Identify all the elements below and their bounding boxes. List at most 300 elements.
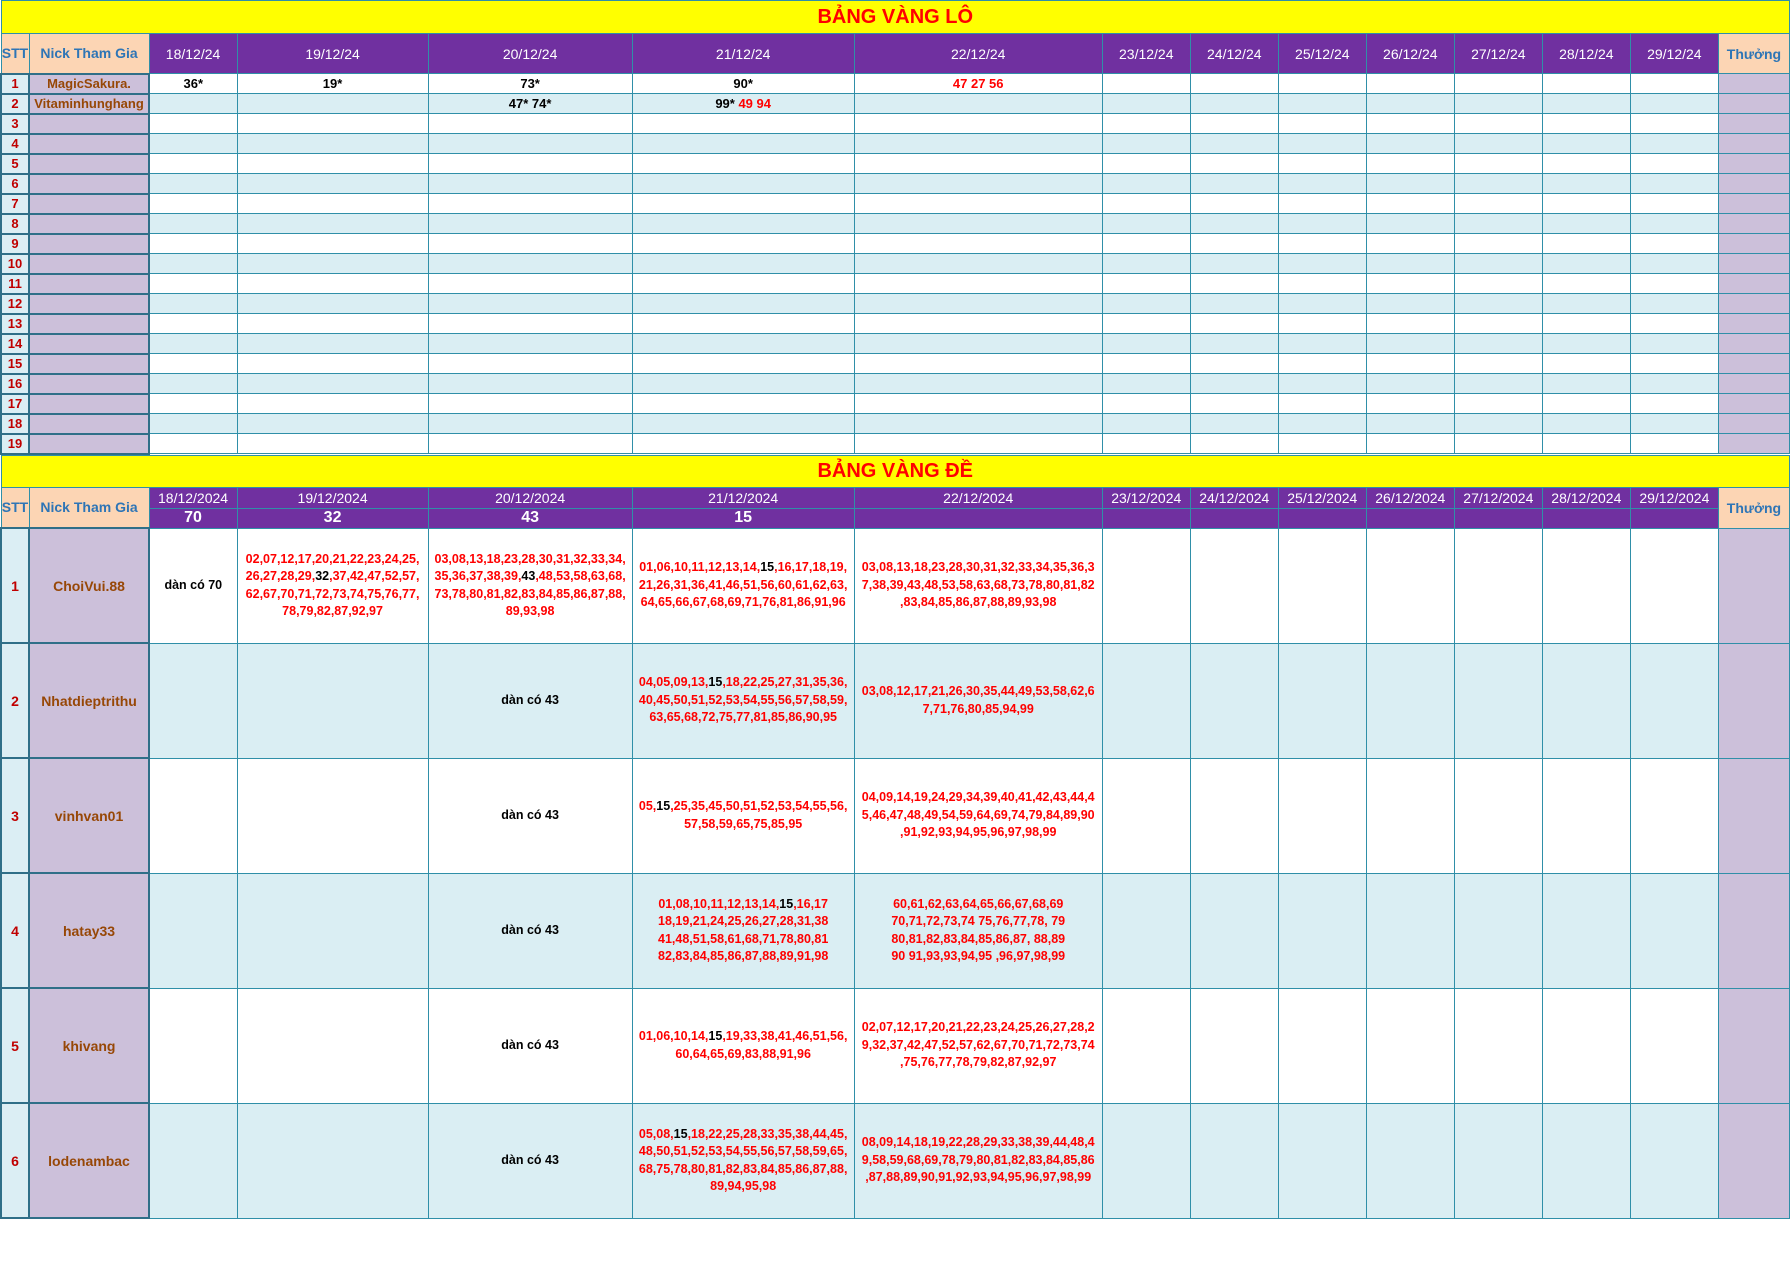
table-row (1, 1103, 1790, 1218)
pick-cell (1190, 314, 1278, 334)
pick-cell (1454, 374, 1542, 394)
pick-cell (1454, 334, 1542, 354)
pick-cell (1366, 194, 1454, 214)
player-nick (29, 294, 149, 314)
pick-cell (1278, 74, 1366, 94)
pick-cell (1102, 274, 1190, 294)
table-row (1, 528, 1790, 643)
pick-cell (1454, 643, 1542, 758)
pick-cell (1278, 374, 1366, 394)
pick-numbers: 9,58,59,68,69,78,79,80,81,82,83,84,85,86 (861, 1152, 1095, 1167)
pick-cell (1366, 94, 1454, 114)
table-row (1, 314, 1790, 334)
pick-cell (1102, 758, 1190, 873)
pick-cell (1366, 274, 1454, 294)
pick-cell (149, 114, 237, 134)
pick-cell (149, 194, 237, 214)
lo-date-header: 28/12/24 (1542, 34, 1630, 74)
de-result-cell (1102, 508, 1190, 528)
de-result-cell (1542, 508, 1630, 528)
pick-cell (854, 74, 1102, 94)
pick-cell (1542, 434, 1630, 454)
pick-cell (1542, 134, 1630, 154)
pick-cell (1102, 314, 1190, 334)
pick-cell (1278, 234, 1366, 254)
pick-cell (1190, 194, 1278, 214)
de-date-header: 19/12/2024 (237, 487, 428, 508)
de-result-cell: 43 (428, 508, 632, 528)
pick-cell (1366, 758, 1454, 873)
reward-cell (1718, 1103, 1789, 1218)
pick-numbers: ,48,53,58,63,68, (535, 569, 626, 583)
pick-numbers: 01,06,10,11,12,13,14, (639, 560, 761, 575)
pick-numbers: 40,45,50,51,52,53,54,55,56,57,58,59, (638, 692, 848, 707)
pick-numbers: ,25,35,45,50,51,52,53,54,55,56, (670, 799, 848, 813)
pick-numbers: 89,94,95,98 (710, 1179, 777, 1193)
pick-cell (1278, 988, 1366, 1103)
hit-number: 73* (520, 76, 540, 91)
de-date-header: 23/12/2024 (1102, 487, 1190, 508)
pick-cell (854, 394, 1102, 414)
pick-cell (1454, 988, 1542, 1103)
pick-cell (1630, 174, 1718, 194)
pick-cell (1278, 94, 1366, 114)
pick-cell (1278, 314, 1366, 334)
pick-cell (1102, 134, 1190, 154)
pick-cell (1102, 194, 1190, 214)
pick-cell (1454, 234, 1542, 254)
pick-cell (1278, 274, 1366, 294)
pick-cell (854, 254, 1102, 274)
pick-numbers: 68,75,78,80,81,82,83,84,85,86,87,88, (638, 1161, 848, 1176)
pick-cell (1102, 174, 1190, 194)
row-number: 17 (1, 394, 29, 414)
pick-cell (149, 94, 237, 114)
pick-numbers: ,87,88,89,90,91,92,93,94,95,96,97,98,99 (865, 1170, 1092, 1185)
table-row (1, 758, 1790, 873)
pick-cell (1366, 414, 1454, 434)
hit-number: 43 (521, 569, 536, 583)
pick-cell (854, 174, 1102, 194)
pick-cell (428, 74, 632, 94)
player-nick (29, 174, 149, 194)
pick-cell (1102, 1103, 1190, 1218)
pick-cell (1366, 374, 1454, 394)
pick-cell (428, 114, 632, 134)
pick-cell (1542, 174, 1630, 194)
pick-cell (854, 528, 1102, 643)
pick-cell (1630, 194, 1718, 214)
table-row (1, 374, 1790, 394)
lo-date-header: 19/12/24 (237, 34, 428, 74)
pick-cell (1630, 528, 1718, 643)
pick-cell (237, 274, 428, 294)
pick-cell (149, 274, 237, 294)
pick-cell (1454, 394, 1542, 414)
hit-number: 15 (708, 1029, 723, 1043)
pick-cell (1542, 528, 1630, 643)
pick-cell (1454, 354, 1542, 374)
pick-cell (1102, 334, 1190, 354)
pick-numbers: 60,64,65,69,83,88,91,96 (675, 1046, 811, 1061)
reward-cell (1718, 354, 1789, 374)
pick-cell (428, 194, 632, 214)
pick-cell (632, 134, 854, 154)
hit-number: 15 (673, 1126, 688, 1141)
lo-date-header: 25/12/24 (1278, 34, 1366, 74)
pick-cell (854, 234, 1102, 254)
pick-cell (1102, 74, 1190, 94)
reward-cell (1718, 194, 1789, 214)
table-row (1, 988, 1790, 1103)
pick-cell (854, 414, 1102, 434)
table-row (1, 394, 1790, 414)
pick-numbers: 35,36,37,38,39, (434, 569, 522, 583)
pick-cell (149, 1103, 237, 1218)
reward-cell (1718, 314, 1789, 334)
pick-cell (1542, 394, 1630, 414)
pick-cell (1366, 114, 1454, 134)
pick-cell (428, 314, 632, 334)
pick-cell (149, 528, 237, 643)
pick-cell (237, 414, 428, 434)
pick-cell (1542, 274, 1630, 294)
pick-cell (149, 154, 237, 174)
de-date-header: 18/12/2024 (149, 487, 237, 508)
pick-cell (1190, 254, 1278, 274)
pick-numbers: ,18,22,25,28,33,35,38,44,45, (687, 1126, 848, 1141)
pick-cell (237, 154, 428, 174)
pick-cell (1366, 988, 1454, 1103)
pick-cell (1454, 528, 1542, 643)
pick-cell (428, 758, 632, 873)
pick-cell (1366, 528, 1454, 643)
de-result-cell: 15 (632, 508, 854, 528)
pick-numbers: 48,50,51,52,53,54,55,56,57,58,59,65, (638, 1144, 848, 1158)
pick-cell (1454, 434, 1542, 454)
table-row (1, 334, 1790, 354)
lo-date-header: 22/12/24 (854, 34, 1102, 74)
row-number: 2 (1, 94, 29, 114)
row-number: 2 (1, 643, 29, 758)
pick-cell (149, 374, 237, 394)
pick-cell (1102, 528, 1190, 643)
row-number: 13 (1, 314, 29, 334)
pick-cell (1542, 314, 1630, 334)
player-nick: Vitaminhunghang (29, 94, 149, 114)
pick-cell (1542, 643, 1630, 758)
pick-numbers: 57,58,59,65,75,85,95 (684, 816, 803, 831)
player-nick (29, 254, 149, 274)
pick-cell (1542, 334, 1630, 354)
player-nick (29, 314, 149, 334)
lo-date-header: 29/12/24 (1630, 34, 1718, 74)
table-row (1, 94, 1790, 114)
pick-cell (1190, 988, 1278, 1103)
player-nick: khivang (29, 988, 149, 1103)
row-number: 5 (1, 988, 29, 1103)
table-row (1, 873, 1790, 988)
pick-cell (149, 294, 237, 314)
pick-cell (428, 643, 632, 758)
pick-cell (1454, 1103, 1542, 1218)
pick-numbers: 62,67,70,71,72,73,74,75,76,77, (245, 586, 420, 601)
pick-cell (632, 354, 854, 374)
table-row (1, 174, 1790, 194)
player-nick: vinhvan01 (29, 758, 149, 873)
pick-cell (1630, 434, 1718, 454)
reward-cell (1718, 434, 1789, 454)
pick-cell (632, 254, 854, 274)
pick-cell (1190, 294, 1278, 314)
pick-cell (149, 254, 237, 274)
pick-cell (237, 294, 428, 314)
pick-cell (1278, 873, 1366, 988)
pick-cell (149, 643, 237, 758)
de-table-title: BẢNG VÀNG ĐỀ (1, 455, 1790, 487)
pick-cell (1190, 643, 1278, 758)
de-date-header: 25/12/2024 (1278, 487, 1366, 508)
pick-cell (632, 334, 854, 354)
pick-cell (149, 873, 237, 988)
table-row (1, 134, 1790, 154)
pick-cell (854, 758, 1102, 873)
pick-cell (237, 434, 428, 454)
pick-numbers: ,19,33,38,41,46,51,56, (722, 1029, 848, 1043)
player-nick (29, 434, 149, 454)
hit-number: dàn có 43 (501, 1152, 559, 1167)
row-number: 14 (1, 334, 29, 354)
pick-cell (1278, 434, 1366, 454)
table-row (1, 414, 1790, 434)
player-nick: lodenambac (29, 1103, 149, 1218)
de-date-header: 29/12/2024 (1630, 487, 1718, 508)
pick-cell (1278, 643, 1366, 758)
pick-cell (1454, 134, 1542, 154)
pick-cell (854, 134, 1102, 154)
reward-cell (1718, 74, 1789, 94)
reward-cell (1718, 528, 1789, 643)
pick-cell (632, 988, 854, 1103)
pick-cell (149, 354, 237, 374)
reward-cell (1718, 254, 1789, 274)
pick-numbers: 03,08,12,17,21,26,30,35,44,49,53,58,62,6 (861, 684, 1095, 698)
pick-cell (854, 988, 1102, 1103)
pick-numbers: 21,26,31,36,41,46,51,56,60,61,62,63, (638, 577, 848, 592)
row-number: 11 (1, 274, 29, 294)
pick-cell (1190, 334, 1278, 354)
pick-numbers: 08,09,14,18,19,22,28,29,33,38,39,44,48,4 (861, 1135, 1095, 1150)
player-nick (29, 214, 149, 234)
hit-number: dàn có 43 (501, 1037, 559, 1052)
pick-cell (854, 314, 1102, 334)
pick-cell (428, 1103, 632, 1218)
pick-cell (1630, 274, 1718, 294)
pick-cell (854, 214, 1102, 234)
pick-numbers: 80,81,82,83,84,85,86,87, 88,89 (891, 931, 1066, 946)
pick-cell (1542, 214, 1630, 234)
player-nick: hatay33 (29, 873, 149, 988)
pick-cell (1542, 414, 1630, 434)
pick-cell (1630, 294, 1718, 314)
pick-cell (1102, 374, 1190, 394)
pick-cell (149, 758, 237, 873)
pick-cell (1454, 254, 1542, 274)
pick-cell (1102, 643, 1190, 758)
table-row (1, 154, 1790, 174)
pick-cell (149, 314, 237, 334)
pick-cell (1366, 154, 1454, 174)
pick-cell (1630, 643, 1718, 758)
pick-cell (428, 394, 632, 414)
pick-cell (632, 194, 854, 214)
reward-cell (1718, 294, 1789, 314)
pick-cell (1190, 274, 1278, 294)
pick-cell (428, 154, 632, 174)
pick-cell (149, 334, 237, 354)
pick-cell (1542, 988, 1630, 1103)
pick-cell (1278, 134, 1366, 154)
pick-cell (428, 134, 632, 154)
pick-cell (1542, 94, 1630, 114)
pick-cell (428, 988, 632, 1103)
pick-cell (1366, 234, 1454, 254)
pick-numbers: 7,38,39,43,48,53,58,63,68,73,78,80,81,82 (861, 577, 1095, 592)
player-nick (29, 334, 149, 354)
hit-number: dàn có 70 (164, 577, 223, 592)
de-date-header: 22/12/2024 (854, 487, 1102, 508)
pick-cell (1366, 74, 1454, 94)
hit-number: 90* (733, 76, 753, 91)
pick-cell (237, 1103, 428, 1218)
row-number: 9 (1, 234, 29, 254)
de-header-stt: STT (1, 487, 29, 528)
player-nick (29, 394, 149, 414)
pick-numbers: 90 91,93,93,94,95 ,96,97,98,99 (891, 949, 1066, 963)
pick-cell (1366, 434, 1454, 454)
pick-cell (1542, 254, 1630, 274)
de-date-header: 20/12/2024 (428, 487, 632, 508)
pick-cell (428, 414, 632, 434)
row-number: 4 (1, 134, 29, 154)
pick-cell (1454, 154, 1542, 174)
pick-cell (1102, 294, 1190, 314)
pick-cell (854, 334, 1102, 354)
reward-cell (1718, 214, 1789, 234)
pick-cell (1190, 174, 1278, 194)
pick-numbers: ,18,22,25,27,31,35,36, (722, 675, 848, 690)
pick-cell (237, 643, 428, 758)
row-number: 1 (1, 528, 29, 643)
pick-cell (1190, 354, 1278, 374)
pick-cell (237, 74, 428, 94)
pick-numbers: ,83,84,85,86,87,88,89,93,98 (900, 595, 1057, 610)
pick-cell (237, 114, 428, 134)
player-nick (29, 354, 149, 374)
reward-cell (1718, 988, 1789, 1103)
pick-cell (428, 94, 632, 114)
de-result-cell (854, 508, 1102, 528)
pick-numbers: 63,65,68,72,75,77,81,85,86,90,95 (649, 710, 837, 725)
pick-cell (1278, 194, 1366, 214)
row-number: 8 (1, 214, 29, 234)
pick-numbers: 01,08,10,11,12,13,14, (658, 896, 780, 911)
pick-cell (1190, 214, 1278, 234)
player-nick (29, 194, 149, 214)
pick-cell (428, 434, 632, 454)
row-number: 12 (1, 294, 29, 314)
pick-cell (1366, 254, 1454, 274)
hit-number: dàn có 43 (501, 922, 559, 937)
pick-cell (1278, 254, 1366, 274)
pick-numbers: 73,78,80,81,82,83,84,85,86,87,88, (434, 586, 626, 601)
lo-date-header: 21/12/24 (632, 34, 854, 74)
table-row (1, 254, 1790, 274)
pick-cell (632, 274, 854, 294)
pick-cell (237, 194, 428, 214)
pick-cell (149, 394, 237, 414)
pick-cell (237, 528, 428, 643)
de-result-cell (1278, 508, 1366, 528)
pick-cell (632, 234, 854, 254)
pick-cell (1278, 758, 1366, 873)
pick-numbers: 9,32,37,42,47,52,57,62,67,70,71,72,73,74 (861, 1037, 1095, 1052)
pick-cell (854, 114, 1102, 134)
de-date-header: 26/12/2024 (1366, 487, 1454, 508)
pick-cell (1102, 214, 1190, 234)
pick-cell (1454, 194, 1542, 214)
pick-cell (1278, 528, 1366, 643)
pick-cell (1542, 354, 1630, 374)
pick-cell (854, 94, 1102, 114)
pick-cell (1454, 314, 1542, 334)
reward-cell (1718, 374, 1789, 394)
pick-cell (428, 274, 632, 294)
pick-cell (1366, 294, 1454, 314)
pick-numbers: ,91,92,93,94,95,96,97,98,99 (900, 825, 1057, 840)
pick-numbers: 01,06,10,14, (638, 1029, 709, 1043)
pick-cell (854, 434, 1102, 454)
pick-cell (632, 394, 854, 414)
pick-cell (1630, 154, 1718, 174)
pick-cell (237, 334, 428, 354)
pick-cell (428, 214, 632, 234)
pick-cell (237, 394, 428, 414)
pick-cell (1102, 94, 1190, 114)
lo-date-header: 23/12/24 (1102, 34, 1190, 74)
pick-cell (1190, 414, 1278, 434)
pick-cell (1190, 394, 1278, 414)
pick-cell (1278, 394, 1366, 414)
pick-cell (1366, 394, 1454, 414)
pick-cell (1278, 154, 1366, 174)
pick-cell (237, 234, 428, 254)
pick-cell (237, 354, 428, 374)
pick-cell (1190, 234, 1278, 254)
pick-cell (1366, 873, 1454, 988)
reward-cell (1718, 414, 1789, 434)
pick-numbers: ,16,17,18,19, (774, 560, 848, 575)
pick-cell (149, 134, 237, 154)
pick-cell (428, 294, 632, 314)
de-header-nick: Nick Tham Gia (29, 487, 149, 528)
pick-cell (428, 174, 632, 194)
pick-cell (1454, 758, 1542, 873)
pick-cell (1454, 414, 1542, 434)
hit-number: dàn có 43 (501, 807, 559, 822)
pick-cell (1630, 758, 1718, 873)
pick-cell (1630, 988, 1718, 1103)
